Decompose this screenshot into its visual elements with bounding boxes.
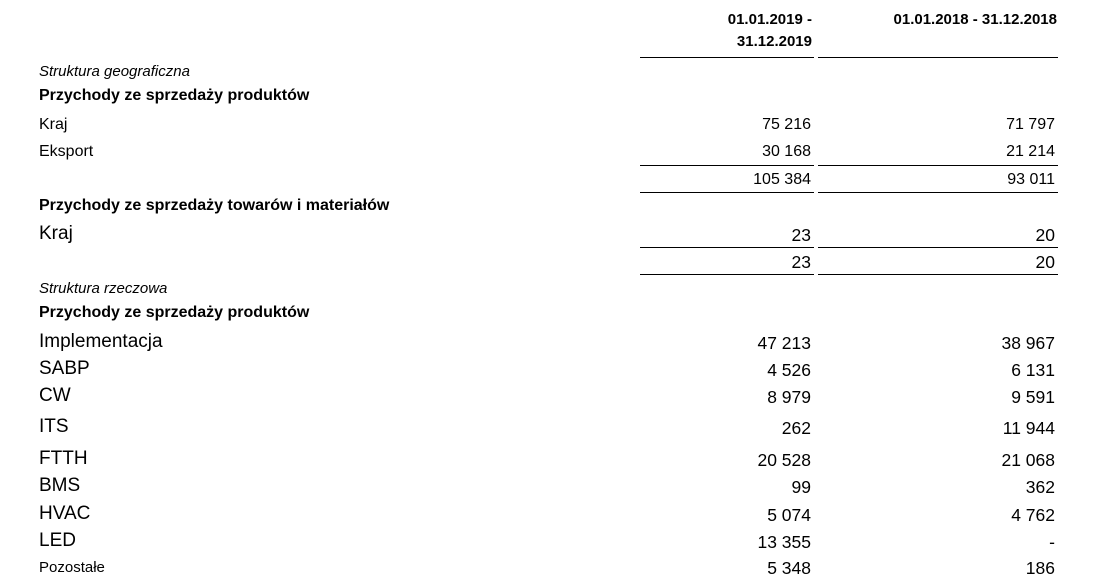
row-label: LED <box>39 530 76 551</box>
column-header-2019 <box>640 9 812 53</box>
row-label: Kraj <box>39 223 73 244</box>
row-label: CW <box>39 385 71 406</box>
row-label: SABP <box>39 358 90 379</box>
header-divider <box>818 57 1058 58</box>
cell-value-2018: 186 <box>1025 558 1055 578</box>
column-header-2019-line1: 01.01.2019 - <box>727 11 812 28</box>
column-header-2018: 01.01.2018 - 31.12.2018 <box>893 11 1057 28</box>
row-label: ITS <box>39 416 69 437</box>
total-rule <box>818 192 1058 193</box>
cell-value-2018: 362 <box>1025 477 1055 497</box>
section-title-geographic: Struktura geograficzna <box>39 63 190 80</box>
cell-value-2018: 71 797 <box>1006 116 1055 133</box>
cell-value-2019: 5 074 <box>767 505 811 525</box>
cell-value-2018: - <box>1049 532 1055 552</box>
cell-value-2019: 13 355 <box>757 532 811 552</box>
subtotal-value-2018: 20 <box>1035 252 1055 272</box>
total-rule <box>640 192 814 193</box>
group-title-products: Przychody ze sprzedaży produktów <box>39 304 310 321</box>
row-label: Pozostałe <box>39 559 105 576</box>
row-label: HVAC <box>39 503 91 524</box>
subtotal-value-2018: 93 011 <box>1007 171 1055 188</box>
subtotal-rule <box>640 247 814 248</box>
row-label: FTTH <box>39 448 88 469</box>
total-rule <box>640 274 814 275</box>
cell-value-2019: 99 <box>791 477 811 497</box>
cell-value-2019: 262 <box>781 418 811 438</box>
cell-value-2018: 4 762 <box>1011 505 1055 525</box>
cell-value-2019: 5 348 <box>767 558 811 578</box>
subtotal-value-2019: 23 <box>791 252 811 272</box>
row-label: Implementacja <box>39 331 163 352</box>
subtotal-rule <box>640 165 814 166</box>
subtotal-value-2019: 105 384 <box>753 171 811 188</box>
cell-value-2018: 38 967 <box>1001 333 1055 353</box>
subtotal-rule <box>818 247 1058 248</box>
group-title-goods: Przychody ze sprzedaży towarów i materiałów <box>39 197 390 214</box>
cell-value-2019: 20 528 <box>757 450 811 470</box>
column-header-2019-line2: 31.12.2019 <box>736 33 812 50</box>
cell-value-2018: 6 131 <box>1011 360 1055 380</box>
section-title-material: Struktura rzeczowa <box>39 280 168 297</box>
row-label: BMS <box>39 475 81 496</box>
cell-value-2019: 4 526 <box>767 360 811 380</box>
header-divider <box>640 57 814 58</box>
cell-value-2019: 8 979 <box>767 387 811 407</box>
cell-value-2018: 21 068 <box>1001 450 1055 470</box>
row-label: Kraj <box>39 116 68 133</box>
cell-value-2018: 11 944 <box>1002 418 1055 438</box>
cell-value-2019: 47 213 <box>757 333 811 353</box>
cell-value-2019: 75 216 <box>762 116 811 133</box>
cell-value-2018: 20 <box>1035 225 1055 245</box>
group-title-products: Przychody ze sprzedaży produktów <box>39 87 310 104</box>
cell-value-2018: 21 214 <box>1006 143 1055 160</box>
cell-value-2019: 23 <box>791 225 811 245</box>
cell-value-2019: 30 168 <box>762 143 811 160</box>
row-label: Eksport <box>39 143 94 160</box>
cell-value-2018: 9 591 <box>1011 387 1055 407</box>
subtotal-rule <box>818 165 1058 166</box>
total-rule <box>818 274 1058 275</box>
